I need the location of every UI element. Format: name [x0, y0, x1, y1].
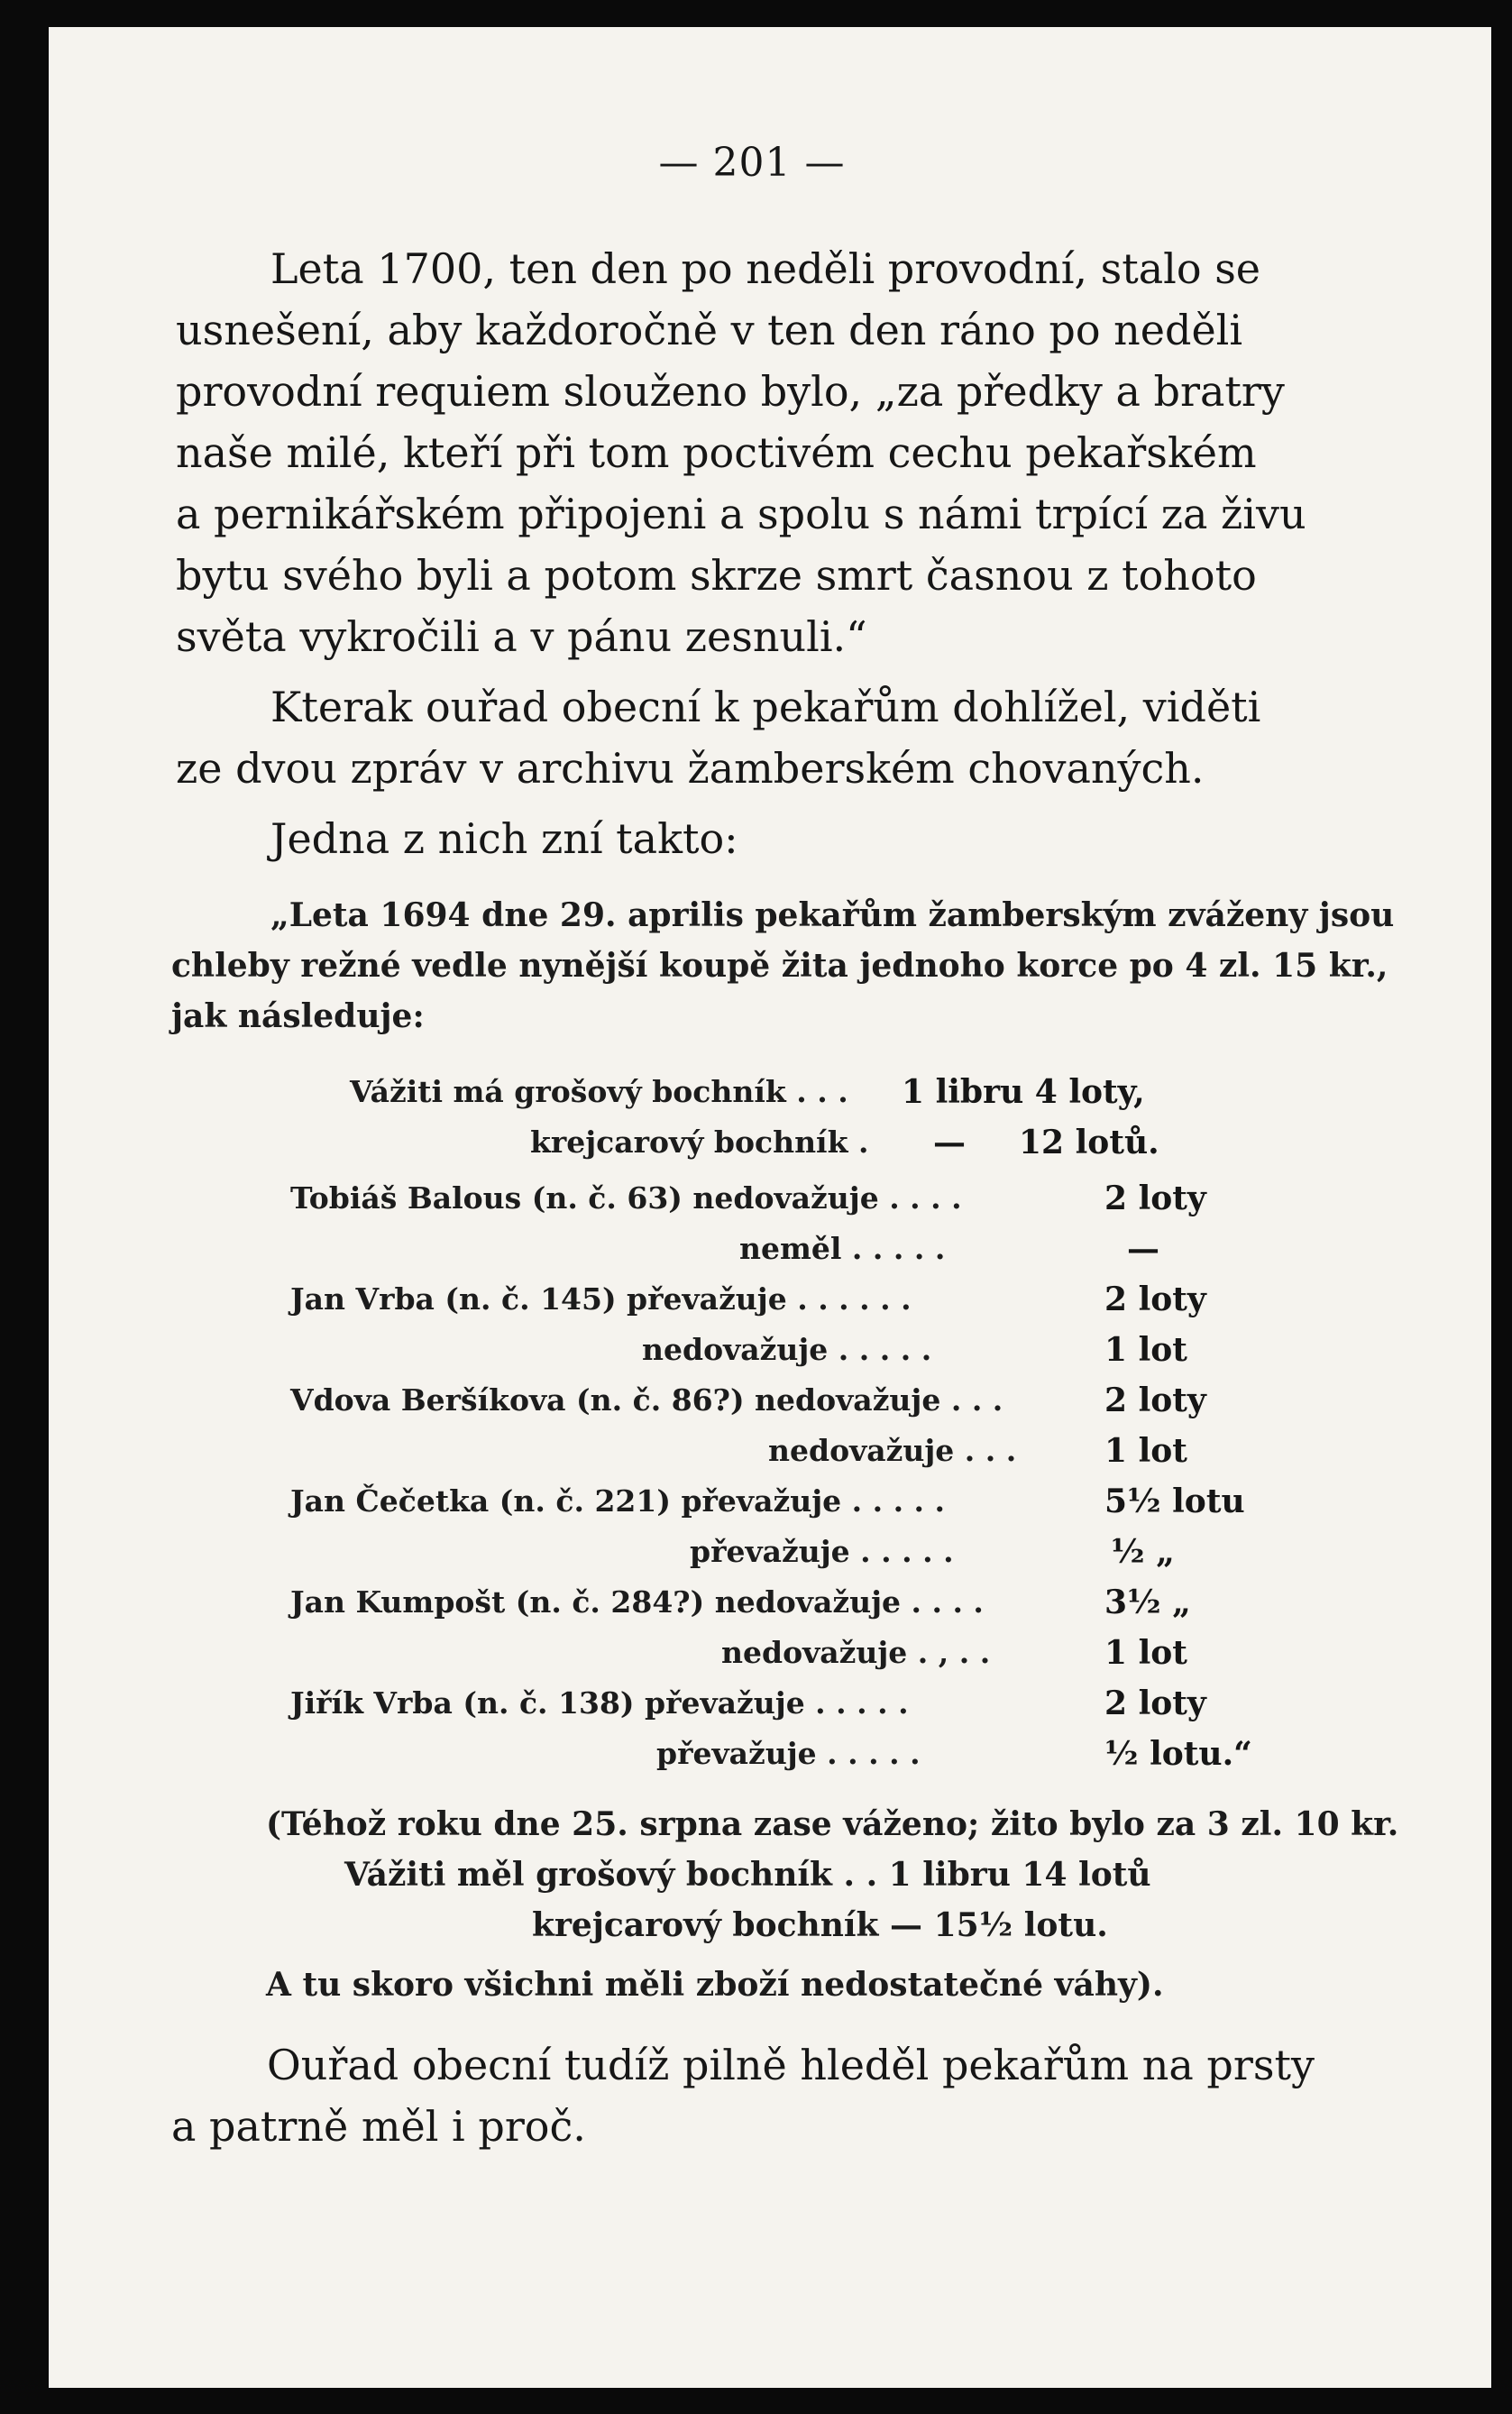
weight-label: krejcarový bochník .: [530, 1124, 869, 1160]
baker-label: převažuje . . . . .: [656, 1736, 921, 1771]
text-line: a patrně měl i proč.: [171, 2102, 586, 2151]
baker-label: nedovažuje . . .: [768, 1433, 1017, 1468]
baker-label: nedovažuje . , . .: [721, 1635, 991, 1670]
text-line: bytu svého byli a potom skrze smrt časnou z tohoto: [176, 551, 1257, 600]
baker-label: Jan Čečetka (n. č. 221) převažuje . . . . .: [290, 1483, 946, 1519]
weight-label: Vážiti má grošový bochník . . .: [350, 1074, 848, 1109]
text-line: Leta 1700, ten den po neděli provodní, stalo se: [270, 244, 1261, 293]
baker-label: Jan Kumpošt (n. č. 284?) nedovažuje . . . .: [290, 1584, 984, 1620]
text-line: provodní requiem slouženo bylo, „za předky a bratry: [176, 367, 1285, 416]
baker-label: Vdova Beršíkova (n. č. 86?) nedovažuje . . .: [290, 1382, 1003, 1418]
page-number: — 201 —: [658, 140, 846, 186]
text-line: usnešení, aby každoročně v ten den ráno po neděli: [176, 306, 1243, 354]
baker-label: Tobiáš Balous (n. č. 63) nedovažuje . . . .: [290, 1180, 962, 1216]
note-line: Vážiti měl grošový bochník . . 1 libru 14 lotů: [344, 1856, 1151, 1894]
note-line: A tu skoro všichni měli zboží nedostatečné váhy).: [266, 1966, 1164, 2004]
baker-label: Jiřík Vrba (n. č. 138) převažuje . . . . .: [290, 1685, 909, 1721]
text-line: Jedna z nich zní takto:: [270, 814, 738, 863]
weight-dash: —: [933, 1124, 966, 1161]
baker-value: 1 lot: [1104, 1634, 1187, 1672]
text-line: a pernikářském připojeni a spolu s námi trpící za živu: [176, 490, 1306, 538]
text-line: naše milé, kteří při tom poctivém cechu pekařském: [176, 428, 1257, 477]
baker-value: 1 lot: [1104, 1331, 1187, 1369]
baker-value: 2 loty: [1104, 1280, 1206, 1318]
note-line: (Téhož roku dne 25. srpna zase váženo; žito bylo za 3 zl. 10 kr.: [266, 1805, 1399, 1843]
baker-label: nedovažuje . . . . .: [642, 1332, 932, 1367]
baker-label: Jan Vrba (n. č. 145) převažuje . . . . . .: [290, 1281, 912, 1317]
text-line: ze dvou zpráv v archivu žamberském chovaných.: [176, 744, 1205, 793]
text-line: světa vykročili a v pánu zesnuli.“: [176, 612, 867, 661]
baker-value: ½ „: [1111, 1533, 1175, 1571]
text-line: Kterak ouřad obecní k pekařům dohlížel, viděti: [270, 683, 1261, 731]
baker-value: —: [1127, 1230, 1159, 1268]
baker-value: 2 loty: [1104, 1179, 1206, 1217]
baker-value: ½ lotu.“: [1104, 1735, 1252, 1773]
baker-label: neměl . . . . .: [739, 1231, 946, 1266]
quote-line: chleby režné vedle nynější koupě žita jednoho korce po 4 zl. 15 kr.,: [171, 947, 1388, 985]
baker-label: převažuje . . . . .: [690, 1534, 954, 1569]
weight-value: 1 libru 4 loty,: [902, 1073, 1145, 1111]
quote-line: jak následuje:: [171, 997, 425, 1035]
weight-value: 12 lotů.: [1019, 1124, 1159, 1161]
text-line: Ouřad obecní tudíž pilně hleděl pekařům na prsty: [267, 2041, 1315, 2089]
quote-line: „Leta 1694 dne 29. aprilis pekařům žamberským zváženy jsou: [270, 896, 1395, 934]
baker-value: 3½ „: [1104, 1583, 1191, 1621]
baker-value: 1 lot: [1104, 1432, 1187, 1470]
baker-value: 2 loty: [1104, 1684, 1206, 1722]
baker-value: 2 loty: [1104, 1381, 1206, 1419]
note-line: krejcarový bochník — 15½ lotu.: [532, 1906, 1108, 1944]
baker-value: 5½ lotu: [1104, 1482, 1245, 1520]
